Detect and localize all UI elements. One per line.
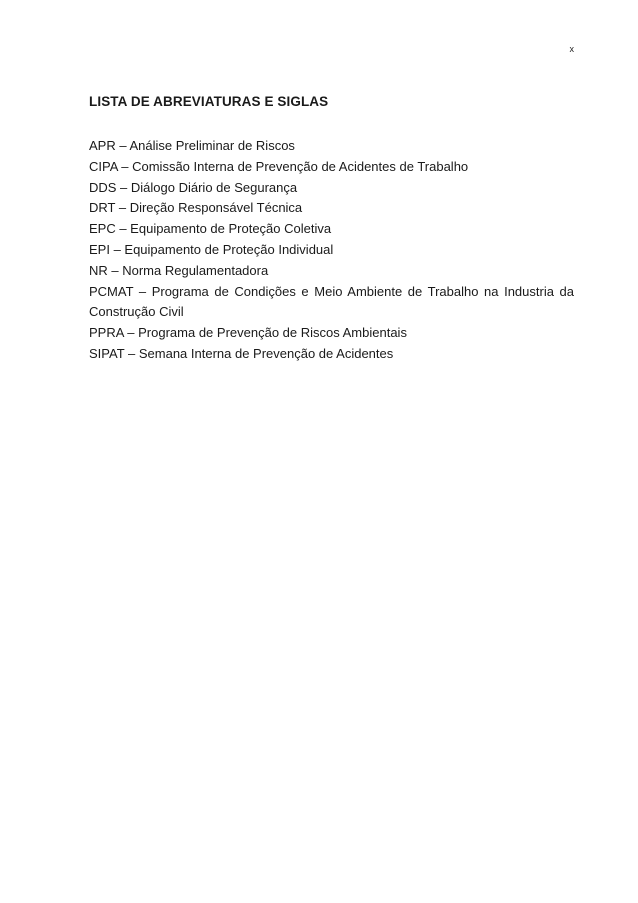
list-item-drt: DRT – Direção Responsável Técnica	[89, 200, 303, 216]
list-item-epi: EPI – Equipamento de Proteção Individual	[89, 241, 334, 257]
page-number: x	[569, 44, 574, 54]
abbreviation-list	[89, 136, 574, 365]
list-item-apr: APR – Análise Preliminar de Riscos	[89, 138, 295, 153]
list-item-dds: DDS – Diálogo Diário de Segurança	[89, 179, 298, 195]
list-item-ppra: PPRA – Programa de Prevenção de Riscos Ambientais	[89, 325, 407, 341]
list-item-pcmat-continuation: Construção Civil	[89, 304, 184, 320]
list-item-epc: EPC – Equipamento de Proteção Coletiva	[89, 221, 332, 237]
list-item-pcmat: PCMAT – Programa de Condições e Meio Ambiente de Trabalho na Industria da	[89, 283, 574, 299]
list-item-nr: NR – Norma Regulamentadora	[89, 262, 269, 278]
list-item-sipat: SIPAT – Semana Interna de Prevenção de Acidentes	[89, 345, 394, 361]
list-item-cipa: CIPA – Comissão Interna de Prevenção de Acidentes de Trabalho	[89, 158, 469, 174]
page-title: LISTA DE ABREVIATURAS E SIGLAS	[89, 94, 329, 109]
